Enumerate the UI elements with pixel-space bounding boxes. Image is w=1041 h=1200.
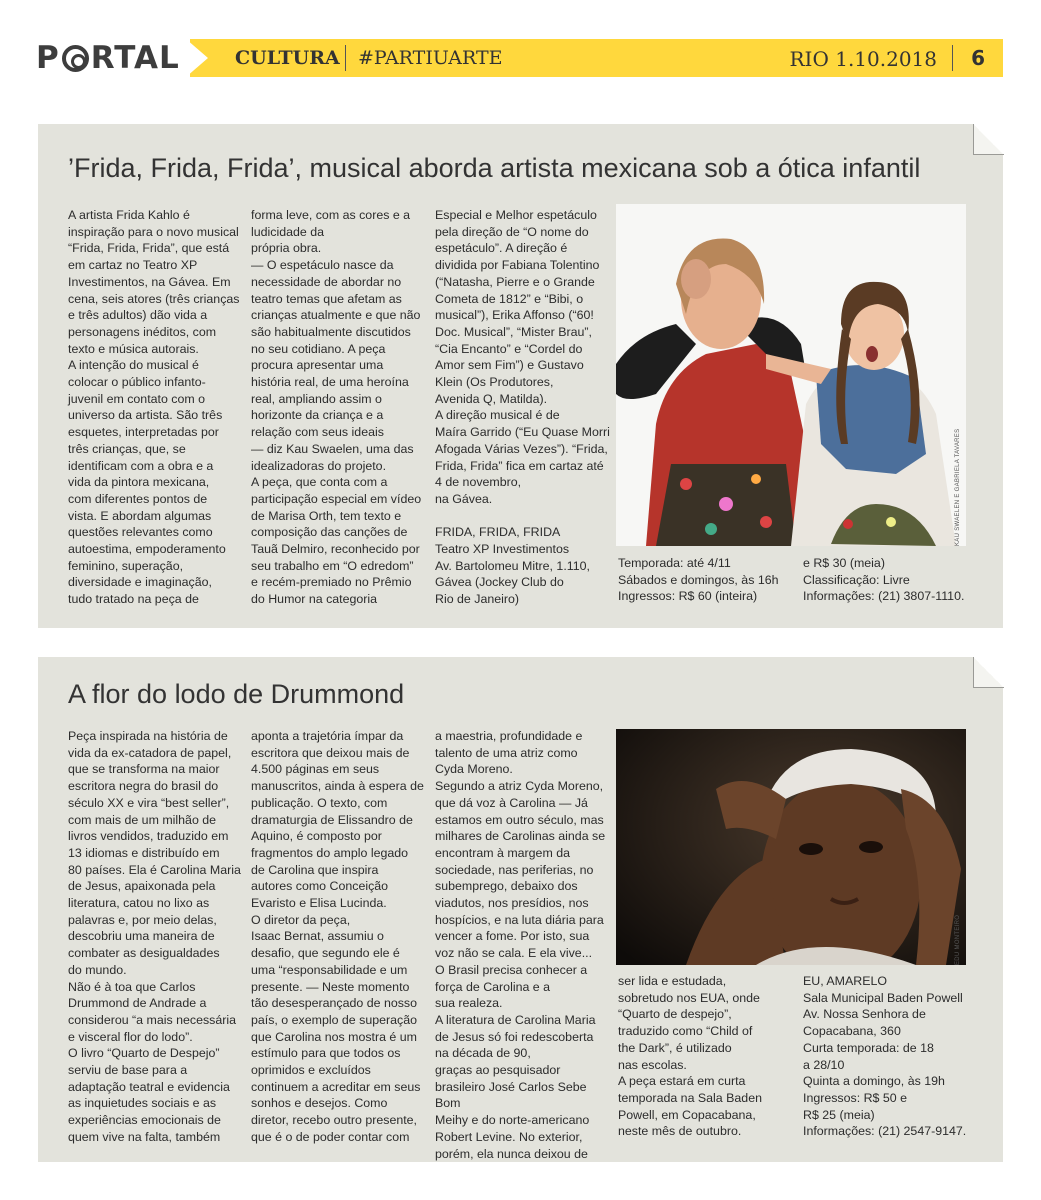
text-line: Robert Levine. No exterior,	[435, 1129, 583, 1144]
text-line: sociedade, nas periferias, no	[435, 862, 594, 877]
text-line: tão desesperançado de nosso	[251, 996, 418, 1011]
article-column	[251, 728, 429, 1146]
band-arrow-shape	[186, 39, 208, 77]
article-column	[68, 728, 246, 1146]
text-line: juvenil em contato com o	[68, 391, 206, 406]
article-photo	[616, 204, 966, 546]
text-line: própria obra.	[251, 241, 322, 256]
section-band	[190, 39, 1003, 77]
text-line: forma leve, com as cores e a	[251, 208, 411, 222]
text-line: real, ampliando assim o	[251, 391, 382, 406]
page-number: 6	[971, 46, 985, 70]
text-line: literatura, catou no lixo as	[68, 896, 210, 911]
text-line: necessidade de abordar no	[251, 274, 402, 289]
text-line: esquetes, interpretadas por	[68, 425, 219, 440]
text-line: são habitualmente discutidos	[251, 324, 411, 339]
text-line: crianças atualmente e que não	[251, 308, 421, 323]
text-line: Classificação: Livre	[803, 572, 910, 587]
text-line: voz não se cala. E ela vive...	[435, 946, 593, 961]
text-line: 4 de novembro,	[435, 475, 522, 490]
text-line: manuscritos, ainda à espera de	[251, 779, 424, 794]
text-line: Ingressos: R$ 60 (inteira)	[618, 589, 758, 604]
text-line: Peça inspirada na história de	[68, 729, 228, 743]
text-line: Av. Bartolomeu Mitre, 1.110,	[435, 558, 590, 573]
text-line: Cometa de 1812” e “Bibi, o	[435, 291, 584, 306]
text-line: colocar o público infanto-	[68, 375, 206, 390]
text-line: Amor sem Fim”) e Gustavo	[435, 358, 584, 373]
text-line: Investimentos, na Gávea. Em	[68, 274, 231, 289]
text-line: e recém-premiado no Prêmio	[251, 575, 412, 590]
text-line: procura apresentar uma	[251, 358, 384, 373]
text-line: graças ao pesquisador	[435, 1063, 561, 1078]
text-line: Klein (Os Produtores,	[435, 375, 554, 390]
text-line: feminino, superação,	[68, 558, 184, 573]
text-line: combater as desigualdades	[68, 946, 220, 961]
text-line: Evaristo e Elisa Lucinda.	[251, 896, 387, 911]
divider	[345, 45, 346, 71]
text-line: Maíra Garrido (“Eu Quase Morri	[435, 425, 610, 440]
portal-logo-ring-icon	[62, 45, 89, 72]
text-line: força de Carolina e a	[435, 979, 551, 994]
text-line: livros vendidos, traduzido em	[68, 829, 229, 844]
text-line: no seu cotidiano. A peça	[251, 341, 386, 356]
text-line: 13 idiomas e distribuído em	[68, 845, 220, 860]
text-line: sobretudo nos EUA, onde	[618, 990, 760, 1005]
article-column	[618, 555, 798, 605]
divider	[952, 45, 953, 71]
text-line: nas escolas.	[618, 1057, 687, 1072]
text-line: questões relevantes como	[68, 525, 213, 540]
text-line: neste mês de outubro.	[618, 1124, 742, 1139]
text-line: ludicidade da	[251, 224, 325, 239]
text-line: história real, de uma heroína	[251, 375, 409, 390]
text-line: Frida, Frida” fica em cartaz até	[435, 458, 604, 473]
text-line: que Carolina nos mostra é um	[251, 1029, 417, 1044]
text-line: “Quarto de despejo”,	[618, 1007, 732, 1022]
text-line: Rio de Janeiro)	[435, 592, 520, 607]
text-line: Sala Municipal Baden Powell	[803, 990, 963, 1005]
text-line: escritora negra do brasil do	[68, 779, 219, 794]
text-line: que dá voz à Carolina — Já	[435, 795, 588, 810]
text-line: subemprego, debaixo dos	[435, 879, 578, 894]
text-line: autores como Conceição	[251, 879, 389, 894]
text-line: the Dark”, é utilizado	[618, 1040, 732, 1055]
text-line: texto e música autorais.	[68, 341, 199, 356]
text-line: universo da artista. São três	[68, 408, 223, 423]
text-line: personagens inéditos, com	[68, 324, 217, 339]
text-line: R$ 25 (meia)	[803, 1107, 875, 1122]
text-line: Temporada: até 4/11	[618, 556, 731, 570]
text-line: de Jesus só foi redescoberta	[435, 1029, 594, 1044]
text-line: (“Natasha, Pierre e o Grande	[435, 274, 595, 289]
text-line: estímulo para que todos os	[251, 1046, 401, 1061]
text-line: ser lida e estudada,	[618, 974, 727, 988]
text-line: dramaturgia de Elissandro de	[251, 812, 413, 827]
article-column	[618, 973, 798, 1140]
text-line: de Marisa Orth, tem texto e	[251, 508, 402, 523]
text-line: na Gávea.	[435, 491, 493, 506]
text-line: teatro temas que afetam as	[251, 291, 402, 306]
text-line: na década de 90,	[435, 1046, 531, 1061]
text-line: com diferentes pontos de	[68, 491, 208, 506]
text-line: Meihy e do norte-americano	[435, 1113, 590, 1128]
text-line: Drummond de Andrade a	[68, 996, 207, 1011]
text-line: vencer a fome. Por isto, sua	[435, 929, 590, 944]
text-line: vida da pintora mexicana,	[68, 475, 210, 490]
text-line: A literatura de Carolina Maria	[435, 1012, 596, 1027]
text-line: adaptação teatral e evidencia	[68, 1079, 230, 1094]
text-line: e visceral flor do lodo”.	[68, 1029, 193, 1044]
text-line: 80 países. Ela é Carolina Maria	[68, 862, 241, 877]
text-line: publicação. O texto, com	[251, 795, 388, 810]
text-line: “Frida, Frida, Frida”, que está	[68, 241, 230, 256]
text-line: fragmentos do amplo legado	[251, 845, 409, 860]
text-line: Sábados e domingos, às 16h	[618, 572, 779, 587]
text-line: viadutos, nos presídios, nos	[435, 896, 589, 911]
text-line: palavras e, por meio delas,	[68, 912, 217, 927]
text-line: hospícios, e na luta diária para	[435, 912, 604, 927]
text-line: presente. — Neste momento	[251, 979, 410, 994]
article-column	[435, 728, 613, 1162]
text-line: do mundo.	[68, 962, 127, 977]
text-line: de Carolina que inspira	[251, 862, 379, 877]
text-line: diversidade e imaginação,	[68, 575, 212, 590]
text-line: com mais de um milhão de	[68, 812, 217, 827]
text-line: porém, ela nunca deixou de	[435, 1146, 588, 1161]
text-line: autoestima, empoderamento	[68, 542, 226, 557]
text-line: a 28/10	[803, 1057, 845, 1072]
text-line: três crianças, que, se	[68, 441, 186, 456]
text-line: quem vive na falta, também	[68, 1129, 221, 1144]
article-column	[435, 207, 613, 608]
photo-credit: EDU MONTEIRO	[955, 914, 961, 965]
article-headline: A flor do lodo de Drummond	[68, 679, 405, 709]
text-line: Cyda Moreno.	[435, 762, 513, 777]
text-line: O Brasil precisa conhecer a	[435, 962, 588, 977]
text-line: sonhos e desejos. Como	[251, 1096, 388, 1111]
text-line: vida da ex-catadora de papel,	[68, 745, 232, 760]
text-line: — O espetáculo nasce da	[251, 258, 394, 273]
text-line: Informações: (21) 2547-9147.	[803, 1124, 967, 1139]
text-line: em cartaz no Teatro XP	[68, 258, 198, 273]
text-line: século XX e vira “best seller”,	[68, 795, 230, 810]
photo-credit: KAU SWAELEN E GABRIELA TAVARES	[955, 428, 961, 546]
text-line: continuem a acreditar em seus	[251, 1079, 421, 1094]
text-line: oprimidos e excluídos	[251, 1063, 371, 1078]
text-line	[435, 508, 613, 525]
text-line: O diretor da peça,	[251, 912, 351, 927]
text-line: EU, AMARELO	[803, 974, 888, 988]
text-line: sua realeza.	[435, 996, 503, 1011]
text-line: Aquino, é composto por	[251, 829, 382, 844]
text-line: relação com seus ideais	[251, 425, 384, 440]
text-line: musical”), Erika Affonso (“60!	[435, 308, 594, 323]
portal-logo: P RTAL	[36, 40, 180, 76]
text-line: Isaac Bernat, assumiu o	[251, 929, 384, 944]
text-line: Avenida Q, Matilda).	[435, 391, 548, 406]
text-line: encontram à margem da	[435, 845, 570, 860]
text-line: A peça, que conta com a	[251, 475, 388, 490]
text-line: participação especial em vídeo	[251, 491, 422, 506]
text-line: e três adultos) dão vida a	[68, 308, 208, 323]
text-line: Ingressos: R$ 50 e	[803, 1090, 908, 1105]
text-line: de Jesus, apaixonada pela	[68, 879, 216, 894]
article-column	[803, 973, 983, 1140]
page-fold-icon	[973, 657, 1003, 687]
text-line: Especial e Melhor espetáculo	[435, 208, 597, 222]
text-line: A peça estará em curta	[618, 1074, 746, 1089]
section-tag: #PARTIUARTE	[358, 47, 503, 69]
text-line: estamos em outro século, mas	[435, 812, 604, 827]
text-line: composição das canções de	[251, 525, 408, 540]
text-line: vista. E abordam algumas	[68, 508, 212, 523]
text-line: Segundo a atriz Cyda Moreno,	[435, 779, 604, 794]
text-line: Informações: (21) 3807-1110.	[803, 589, 965, 604]
text-line: diretor, recebo outro presente,	[251, 1113, 417, 1128]
article-column	[68, 207, 246, 608]
text-line: FRIDA, FRIDA, FRIDA	[435, 525, 561, 540]
text-line: espetáculo”. A direção é	[435, 241, 568, 256]
text-line: que se transforma na maior	[68, 762, 220, 777]
photo-frida-actresses	[616, 204, 966, 546]
article-drummond	[38, 657, 1003, 1162]
text-line: Doc. Musical”, “Mister Brau”,	[435, 324, 592, 339]
text-line: país, o exemplo de superação	[251, 1012, 418, 1027]
text-line: O livro “Quarto de Despejo”	[68, 1046, 220, 1061]
text-line: brasileiro José Carlos Sebe Bom	[435, 1079, 587, 1111]
text-line: inspiração para o novo musical	[68, 224, 239, 239]
text-line: Gávea (Jockey Club do	[435, 575, 564, 590]
text-line: cena, seis atores (três crianças	[68, 291, 240, 306]
text-line: pela direção de “O nome do	[435, 224, 589, 239]
text-line: temporada na Sala Baden	[618, 1090, 762, 1105]
text-line: identificam com a obra e a	[68, 458, 214, 473]
text-line: A intenção do musical é	[68, 358, 199, 373]
text-line: dividida por Fabiana Tolentino	[435, 258, 600, 273]
issue-date: RIO 1.10.2018	[789, 47, 937, 71]
text-line: desafio, que segundo ele é	[251, 946, 400, 961]
text-line: Powell, em Copacabana,	[618, 1107, 756, 1122]
text-line: A direção musical é de	[435, 408, 560, 423]
text-line: as inquietudes sociais e as	[68, 1096, 217, 1111]
article-column	[803, 555, 983, 605]
text-line: Curta temporada: de 18	[803, 1040, 934, 1055]
text-line: Tauã Delmiro, reconhecido por	[251, 542, 420, 557]
text-line: uma “responsabilidade e um	[251, 962, 408, 977]
photo-cyda-moreno	[616, 729, 966, 965]
text-line: 4.500 páginas em seus	[251, 762, 380, 777]
text-line: Não é à toa que Carlos	[68, 979, 196, 994]
text-line: que é o de poder contar com	[251, 1129, 410, 1144]
article-headline: ’Frida, Frida, Frida’, musical aborda artista mexicana sob a ótica infantil	[68, 153, 921, 183]
text-line: Teatro XP Investimentos	[435, 542, 570, 557]
text-line: aponta a trajetória ímpar da	[251, 729, 404, 743]
text-line: a maestria, profundidade e	[435, 729, 583, 743]
text-line: tudo tratado na peça de	[68, 592, 199, 607]
text-line: Copacabana, 360	[803, 1024, 901, 1039]
text-line: “Cia Encanto” e “Cordel do	[435, 341, 583, 356]
text-line: Quinta a domingo, às 19h	[803, 1074, 945, 1089]
text-line: seu trabalho em “O edredom”	[251, 558, 414, 573]
text-line: milhares de Carolinas ainda se	[435, 829, 606, 844]
text-line: serviu de base para a	[68, 1063, 188, 1078]
article-photo	[616, 729, 966, 965]
text-line: experiências emocionais de	[68, 1113, 221, 1128]
article-frida	[38, 124, 1003, 628]
text-line: e R$ 30 (meia)	[803, 556, 885, 570]
text-line: considerou “a mais necessária	[68, 1012, 237, 1027]
text-line: descobriu uma maneira de	[68, 929, 215, 944]
article-column	[251, 207, 429, 608]
text-line: do Humor na categoria	[251, 592, 378, 607]
section-name: CULTURA	[235, 47, 340, 69]
text-line: escritora que deixou mais de	[251, 745, 410, 760]
text-line: idealizadoras do projeto.	[251, 458, 387, 473]
page-fold-icon	[973, 124, 1003, 154]
text-line: Afogada Várias Vezes”). “Frida,	[435, 441, 608, 456]
text-line: Av. Nossa Senhora de	[803, 1007, 926, 1022]
text-line: A artista Frida Kahlo é	[68, 208, 190, 222]
text-line: — diz Kau Swaelen, uma das	[251, 441, 414, 456]
text-line: talento de uma atriz como	[435, 745, 578, 760]
text-line: horizonte da criança e a	[251, 408, 384, 423]
text-line: traduzido como “Child of	[618, 1024, 753, 1039]
